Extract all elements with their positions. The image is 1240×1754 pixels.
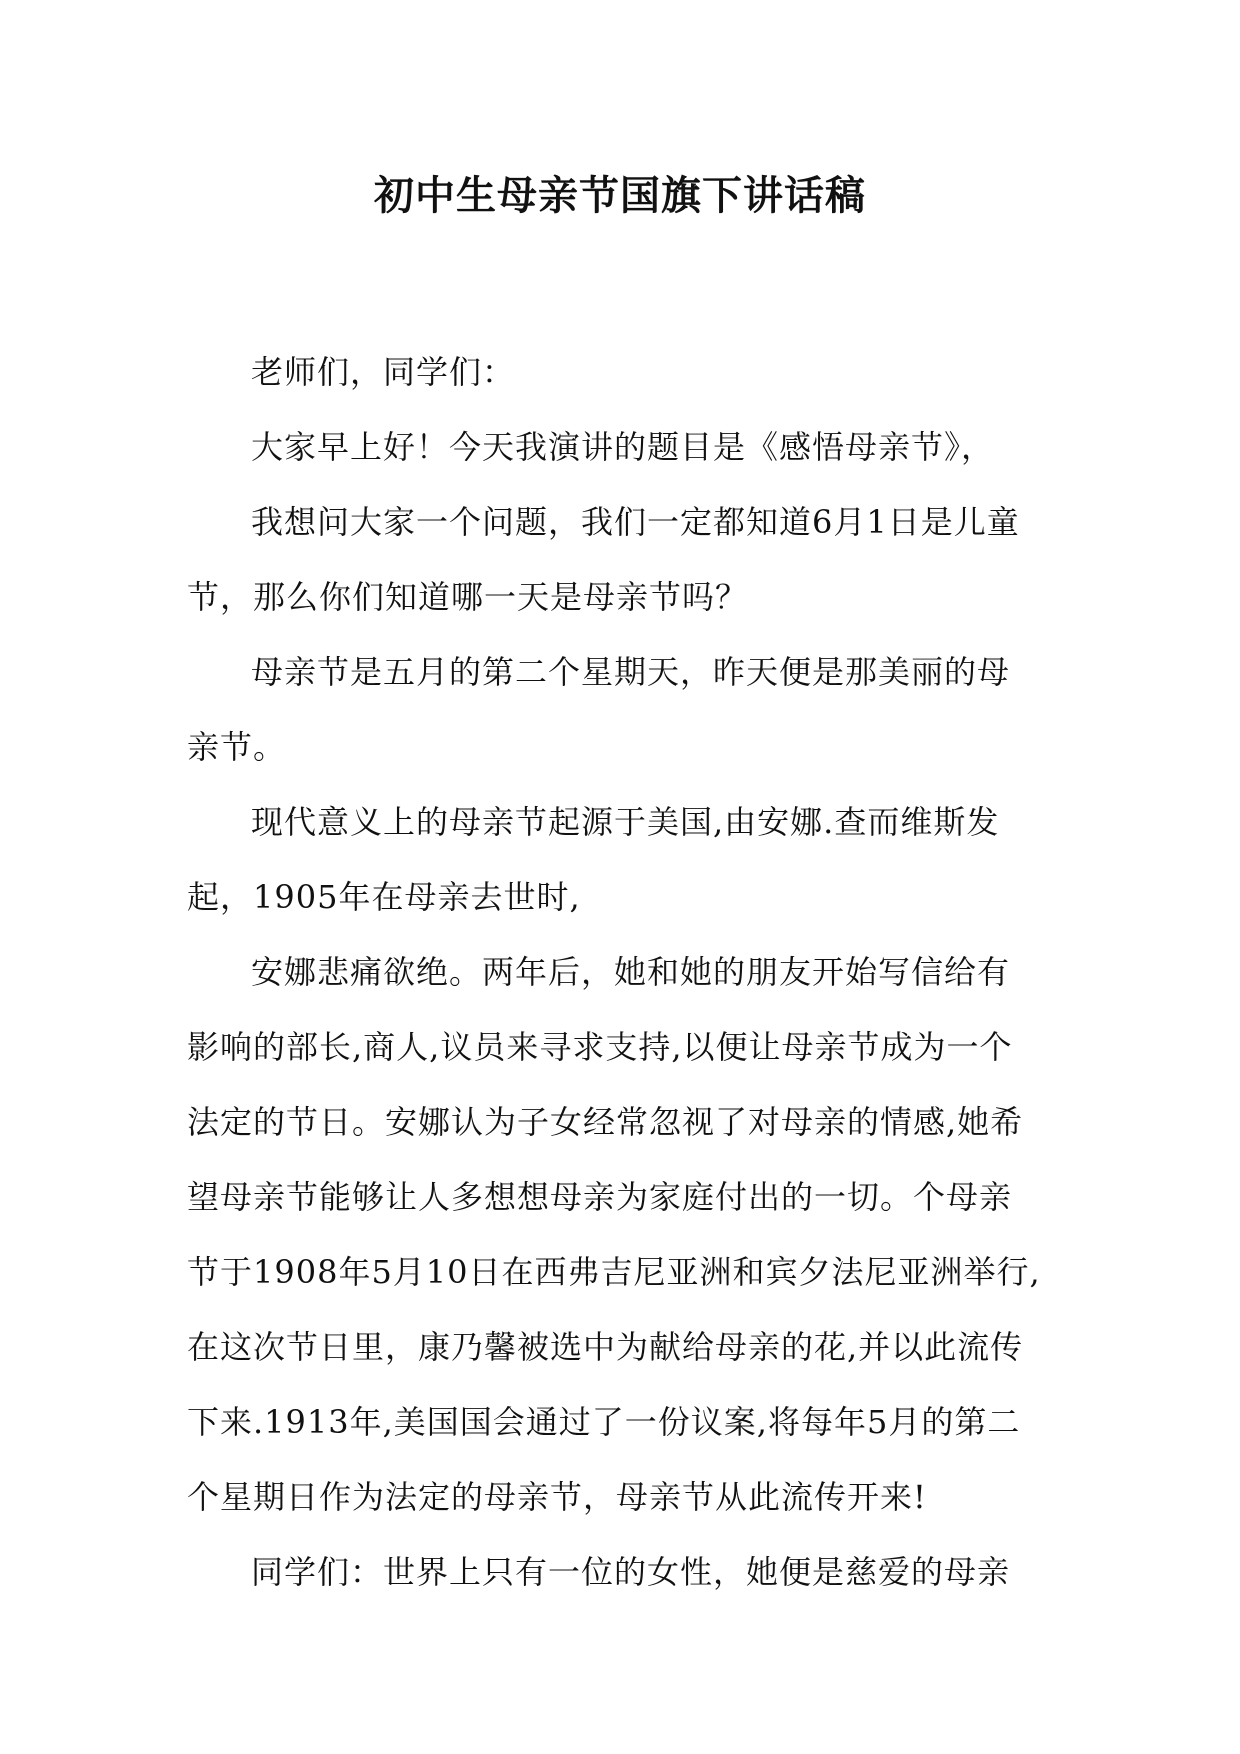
paragraph-line: 大家早上好！今天我演讲的题目是《感悟母亲节》， (251, 428, 995, 466)
paragraph-line: 望母亲节能够让人多想想母亲为家庭付出的一切。个母亲 (187, 1178, 1013, 1216)
paragraph-line: 老师们，同学们： (251, 353, 516, 391)
paragraph-line: 现代意义上的母亲节起源于美国,由安娜.查而维斯发 (251, 803, 1000, 841)
paragraph-line: 母亲节是五月的第二个星期天，昨天便是那美丽的母 (251, 653, 1011, 691)
paragraph-line: 在这次节日里，康乃馨被选中为献给母亲的花,并以此流传 (187, 1328, 1024, 1366)
paragraph-line: 我想问大家一个问题，我们一定都知道6月1日是儿童 (251, 503, 1020, 541)
document-title: 初中生母亲节国旗下讲话稿 (374, 173, 866, 219)
paragraph-line: 个星期日作为法定的母亲节，母亲节从此流传开来! (187, 1478, 927, 1516)
paragraph-line: 起，1905年在母亲去世时, (187, 878, 581, 916)
paragraph-line: 亲节。 (187, 728, 287, 766)
paragraph-line: 安娜悲痛欲绝。两年后，她和她的朋友开始写信给有 (251, 953, 1011, 991)
paragraph-line: 法定的节日。安娜认为子女经常忽视了对母亲的情感,她希 (187, 1103, 1024, 1141)
paragraph-line: 影响的部长,商人,议员来寻求支持,以便让母亲节成为一个 (187, 1028, 1013, 1066)
paragraph-line: 下来.1913年,美国国会通过了一份议案,将每年5月的第二 (187, 1403, 1021, 1441)
paragraph-line: 节，那么你们知道哪一天是母亲节吗？ (187, 578, 749, 616)
paragraph-line: 节于1908年5月10日在西弗吉尼亚洲和宾夕法尼亚洲举行, (187, 1253, 1041, 1291)
document-body (187, 335, 1057, 1610)
paragraph-line: 同学们：世界上只有一位的女性，她便是慈爱的母亲 (251, 1553, 1011, 1591)
